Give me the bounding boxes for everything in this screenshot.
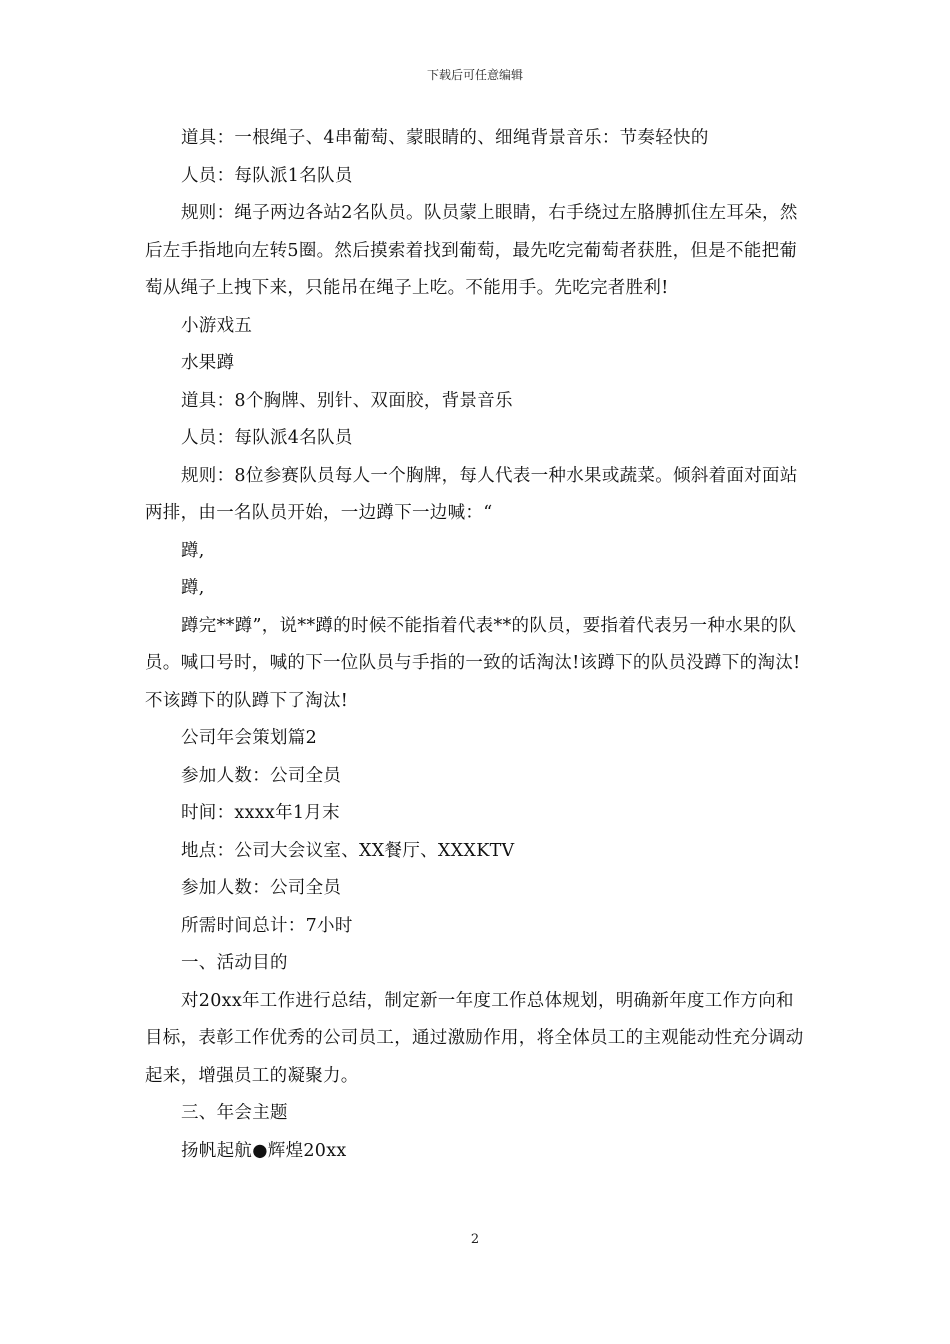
paragraph-purpose: 对20xx年工作进行总结，制定新一年度工作总体规划，明确新年度工作方向和目标，表彰工作优秀的公司员工，通过激励作用，将全体员工的主观能动性充分调动起来，增强员工的凝聚力。 <box>145 990 804 1086</box>
paragraph-attendees-2: 参加人数：公司全员 <box>181 878 342 898</box>
paragraph-squat-2: 蹲, <box>181 578 205 598</box>
paragraph-purpose-heading: 一、活动目的 <box>181 953 288 973</box>
paragraph-squat-done: 蹲完**蹲”，说**蹲的时候不能指着代表**的队员，要指着代表另一种水果的队员。喊口号时，喊的下一位队员与手指的一致的话淘汰!该蹲下的队员没蹲下的淘汰!不该蹲下的队蹲下了淘汰! <box>145 615 801 711</box>
paragraph-rules-2: 规则：8位参赛队员每人一个胸牌，每人代表一种水果或蔬菜。倾斜着面对面站两排，由一名队员开始，一边蹲下一边喊：“ <box>145 465 798 523</box>
document-body <box>145 120 808 1170</box>
paragraph-section-title: 公司年会策划篇2 <box>181 728 318 748</box>
paragraph-personnel-2: 人员：每队派4名队员 <box>181 428 353 448</box>
paragraph-fruit-squat: 水果蹲 <box>181 353 235 373</box>
paragraph-props: 道具：一根绳子、4串葡萄、蒙眼睛的、细绳背景音乐：节奏轻快的 <box>181 128 709 148</box>
paragraph-location: 地点：公司大会议室、XX餐厅、XXXKTV <box>181 840 515 861</box>
paragraph-theme: 扬帆起航●辉煌20xx <box>181 1140 347 1161</box>
paragraph-time: 时间：xxxx年1月末 <box>181 803 340 823</box>
paragraph-squat-1: 蹲, <box>181 540 205 561</box>
paragraph-attendees: 参加人数：公司全员 <box>181 765 342 786</box>
paragraph-props-2: 道具：8个胸牌、别针、双面胶，背景音乐 <box>181 390 513 411</box>
page-number: 2 <box>470 1232 480 1247</box>
paragraph-game-five: 小游戏五 <box>181 315 253 336</box>
page-header-note: 下载后可任意编辑 <box>426 68 523 82</box>
paragraph-duration: 所需时间总计：7小时 <box>181 915 353 936</box>
paragraph-theme-heading: 三、年会主题 <box>181 1103 288 1123</box>
paragraph-personnel: 人员：每队派1名队员 <box>181 165 353 186</box>
paragraph-rules: 规则：绳子两边各站2名队员。队员蒙上眼睛，右手绕过左胳膊抓住左耳朵，然后左手指地向左转5圈。然后摸索着找到葡萄，最先吃完葡萄者获胜，但是不能把葡萄从绳子上拽下来，只能吊在绳子上吃。不能用手。先吃完者胜利! <box>145 203 798 298</box>
